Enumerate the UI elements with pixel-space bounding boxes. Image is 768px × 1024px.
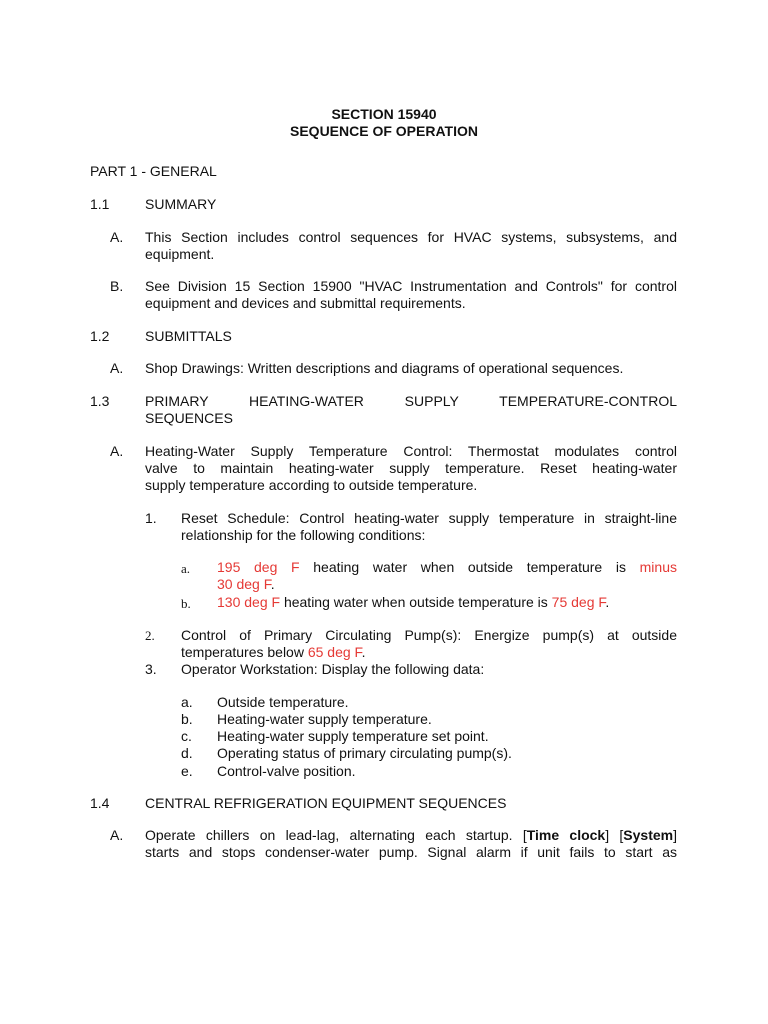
- paragraph-line: See Division 15 Section 15900 "HVAC Instrumentation and Controls" for control: [145, 278, 677, 294]
- paragraph-line: starts and stops condenser-water pump. Signal alarm if unit fails to start as: [145, 844, 677, 860]
- paragraph-line: [145, 827, 677, 844]
- section-title: SEQUENCE OF OPERATION: [290, 123, 478, 139]
- item-label: d.: [181, 745, 193, 761]
- paragraph-line: Reset Schedule: Control heating-water supply temperature in straight-line: [181, 510, 677, 526]
- temperature-value: 75 deg F: [551, 594, 606, 610]
- paragraph: [145, 443, 677, 494]
- item-label: b.: [181, 596, 191, 611]
- temperature-value: 65 deg F: [307, 644, 362, 660]
- article-title-line: PRIMARY HEATING-WATER SUPPLY TEMPERATURE-CONTROL: [145, 393, 677, 409]
- paragraph-line: [217, 559, 677, 576]
- paragraph-label: A.: [110, 443, 124, 459]
- paragraph: [145, 827, 677, 861]
- list-item: Control-valve position.: [217, 763, 356, 779]
- paragraph-line: relationship for the following conditions:: [181, 527, 426, 543]
- list-item: Outside temperature.: [217, 694, 349, 710]
- temperature-value: 195 deg F: [217, 559, 300, 575]
- paragraph: Shop Drawings: Written descriptions and diagrams of operational sequences.: [145, 360, 624, 376]
- item-text: heating water when outside temperature is: [299, 559, 640, 575]
- item-text: .: [361, 644, 366, 660]
- subparagraph: Operator Workstation: Display the following data:: [181, 661, 485, 677]
- subparagraph: [181, 510, 677, 544]
- paragraph-line: Heating-Water Supply Temperature Control: Thermostat modulates control: [145, 443, 677, 459]
- paragraph-label: B.: [110, 278, 124, 294]
- item-label: a.: [181, 561, 191, 576]
- item-label: e.: [181, 763, 193, 779]
- subparagraph: [181, 627, 677, 661]
- item-text: heating water when outside temperature is: [280, 594, 552, 610]
- option-text: System: [623, 827, 674, 843]
- item-label: a.: [181, 694, 193, 710]
- temperature-value: minus: [639, 559, 677, 575]
- article-number: 1.3: [90, 393, 110, 409]
- list-item: Heating-water supply temperature.: [217, 711, 432, 727]
- option-text: Time clock: [526, 827, 606, 843]
- list-item: [217, 594, 609, 611]
- article-title: [145, 393, 677, 427]
- article-number: 1.1: [90, 196, 110, 212]
- paragraph-label: A.: [110, 360, 124, 376]
- paragraph-line: [181, 644, 677, 661]
- item-text: .: [270, 576, 275, 592]
- paragraph: [145, 278, 677, 312]
- item-text: Operate chillers on lead-lag, alternating each startup. [: [145, 827, 527, 843]
- paragraph-line: supply temperature according to outside temperature.: [145, 477, 478, 493]
- temperature-value: 130 deg F: [217, 594, 281, 610]
- list-item: Heating-water supply temperature set point.: [217, 728, 489, 744]
- item-text: .: [605, 594, 610, 610]
- list-item: [217, 559, 677, 593]
- paragraph-line: Control of Primary Circulating Pump(s): Energize pump(s) at outside: [181, 627, 677, 643]
- section-number: SECTION 15940: [331, 106, 437, 122]
- paragraph-line: [217, 576, 677, 593]
- paragraph-line: valve to maintain heating-water supply temperature. Reset heating-water: [145, 460, 677, 476]
- subparagraph-label: 1.: [145, 510, 157, 526]
- paragraph-label: A.: [110, 827, 124, 843]
- article-title: SUMMARY: [145, 196, 217, 212]
- paragraph-line: equipment.: [145, 246, 215, 262]
- article-title-line: SEQUENCES: [145, 410, 233, 426]
- item-text: ]: [673, 827, 677, 843]
- temperature-value: 30 deg F: [217, 576, 271, 592]
- item-label: c.: [181, 728, 192, 744]
- article-title: CENTRAL REFRIGERATION EQUIPMENT SEQUENCES: [145, 795, 507, 811]
- subparagraph-label: 2.: [145, 628, 155, 643]
- paragraph: [145, 229, 677, 263]
- part-heading: PART 1 - GENERAL: [90, 163, 217, 179]
- paragraph-line: This Section includes control sequences for HVAC systems, subsystems, and: [145, 229, 677, 245]
- paragraph-line: equipment and devices and submittal requirements.: [145, 295, 466, 311]
- item-text: temperatures below: [181, 644, 308, 660]
- article-title: SUBMITTALS: [145, 328, 232, 344]
- article-number: 1.2: [90, 328, 110, 344]
- paragraph-label: A.: [110, 229, 124, 245]
- list-item: Operating status of primary circulating pump(s).: [217, 745, 512, 761]
- article-number: 1.4: [90, 795, 110, 811]
- item-label: b.: [181, 711, 193, 727]
- item-text: ] [: [605, 827, 624, 843]
- subparagraph-label: 3.: [145, 661, 157, 677]
